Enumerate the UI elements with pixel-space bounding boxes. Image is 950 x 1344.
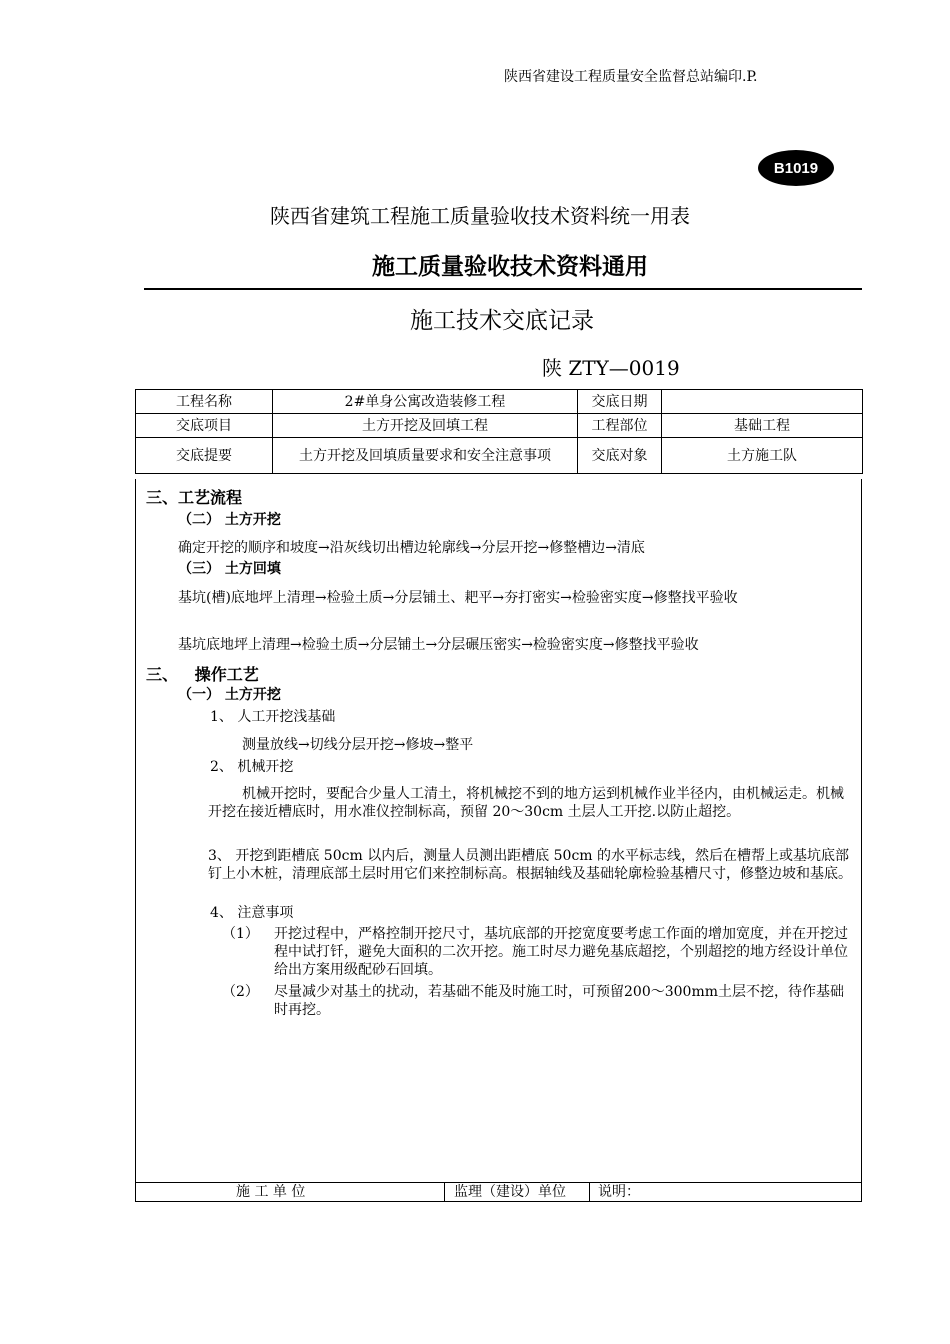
record-title: 施工技术交底记录 (410, 308, 594, 334)
project-name-label: 工程名称 (136, 390, 273, 414)
section-operation-title: 三、 操作工艺 (146, 665, 259, 684)
table-row (136, 414, 863, 438)
signature-row (135, 1182, 862, 1202)
summary-value: 土方开挖及回填质量要求和安全注意事项 (273, 438, 578, 474)
target-label: 交底对象 (578, 438, 662, 474)
backfill-flow-trench: 基坑(槽)底地坪上清理→检验土质→分层铺土、耙平→夯打密实→检验密实度→修整找平验收 (178, 590, 738, 606)
document-title: 陕西省建筑工程施工质量验收技术资料统一用表 (270, 204, 690, 228)
subsection-backfill: （三） 土方回填 (178, 561, 281, 577)
table-row (136, 390, 863, 414)
section-process-title: 三、工艺流程 (146, 488, 243, 507)
form-code: 陕 ZTY—0019 (542, 356, 680, 380)
note-2-number: （2） (222, 984, 259, 1000)
note-1-number: （1） (222, 926, 259, 942)
subsection-excavation: （二） 土方开挖 (178, 512, 281, 528)
table-row (136, 438, 863, 474)
subsection-operation-excavation: （一） 土方开挖 (178, 687, 281, 703)
summary-label: 交底提要 (136, 438, 273, 474)
note-label: 说明： (598, 1184, 640, 1200)
item-elevation-control: 3、 开挖到距槽底 50cm 以内后，测量人员测出距槽底 50cm 的水平标志线，然后在槽帮上或基坑底部钉上小木桩，清理底部土层时用它们来控制标高。根据轴线及基础轮廓检验基槽尺寸，修整边坡和基底。 (208, 848, 852, 882)
mechanical-excavation-text: 机械开挖时，要配合少量人工清土，将机械挖不到的地方运到机械作业半径内，由机械运走。机械开挖在接近槽底时，用水准仪控制标高，预留 20～30cm 土层人工开挖.以防止超挖。 (208, 786, 844, 820)
form-badge: B1019 (758, 150, 834, 186)
manual-excavation-text: 测量放线→切线分层开挖→修坡→整平 (242, 737, 474, 753)
item-label: 交底项目 (136, 414, 273, 438)
item-manual-excavation: 1、 人工开挖浅基础 (210, 709, 336, 725)
title-divider (144, 288, 862, 290)
supervision-unit-label: 监理（建设）单位 (454, 1184, 566, 1200)
note-1-text: 开挖过程中，严格控制开挖尺寸，基坑底部的开挖宽度要考虑工作面的增加宽度，并在开挖过程中试打钎，避免大面积的二次开挖。施工时尽力避免基底超挖，个别超挖的地方经设计单位给出方案用级配砂石回填。 (274, 926, 848, 978)
backfill-flow-pit: 基坑底地坪上清理→检验土质→分层铺土→分层碾压密实→检验密实度→修整找平验收 (178, 637, 699, 653)
excavation-flow: 确定开挖的顺序和坡度→沿灰线切出槽边轮廓线→分层开挖→修整槽边→清底 (178, 540, 645, 556)
info-table (135, 389, 863, 474)
part-label: 工程部位 (578, 414, 662, 438)
content-body (135, 479, 862, 1182)
footer-divider (589, 1183, 590, 1201)
footer-divider (444, 1183, 445, 1201)
note-2-text: 尽量减少对基土的扰动，若基础不能及时施工时，可预留200～300mm土层不挖，待作基础时再挖。 (274, 984, 844, 1018)
item-mechanical-excavation: 2、 机械开挖 (210, 759, 294, 775)
date-label: 交底日期 (578, 390, 662, 414)
date-value (662, 390, 863, 414)
project-name-value: 2#单身公寓改造装修工程 (273, 390, 578, 414)
construction-unit-label: 施 工 单 位 (236, 1184, 306, 1200)
target-value: 土方施工队 (662, 438, 863, 474)
item-value: 土方开挖及回填工程 (273, 414, 578, 438)
publisher-text: 陕西省建设工程质量安全监督总站编印.P. (504, 69, 758, 85)
document-subtitle: 施工质量验收技术资料通用 (372, 253, 648, 280)
part-value: 基础工程 (662, 414, 863, 438)
item-precautions: 4、 注意事项 (210, 905, 294, 921)
